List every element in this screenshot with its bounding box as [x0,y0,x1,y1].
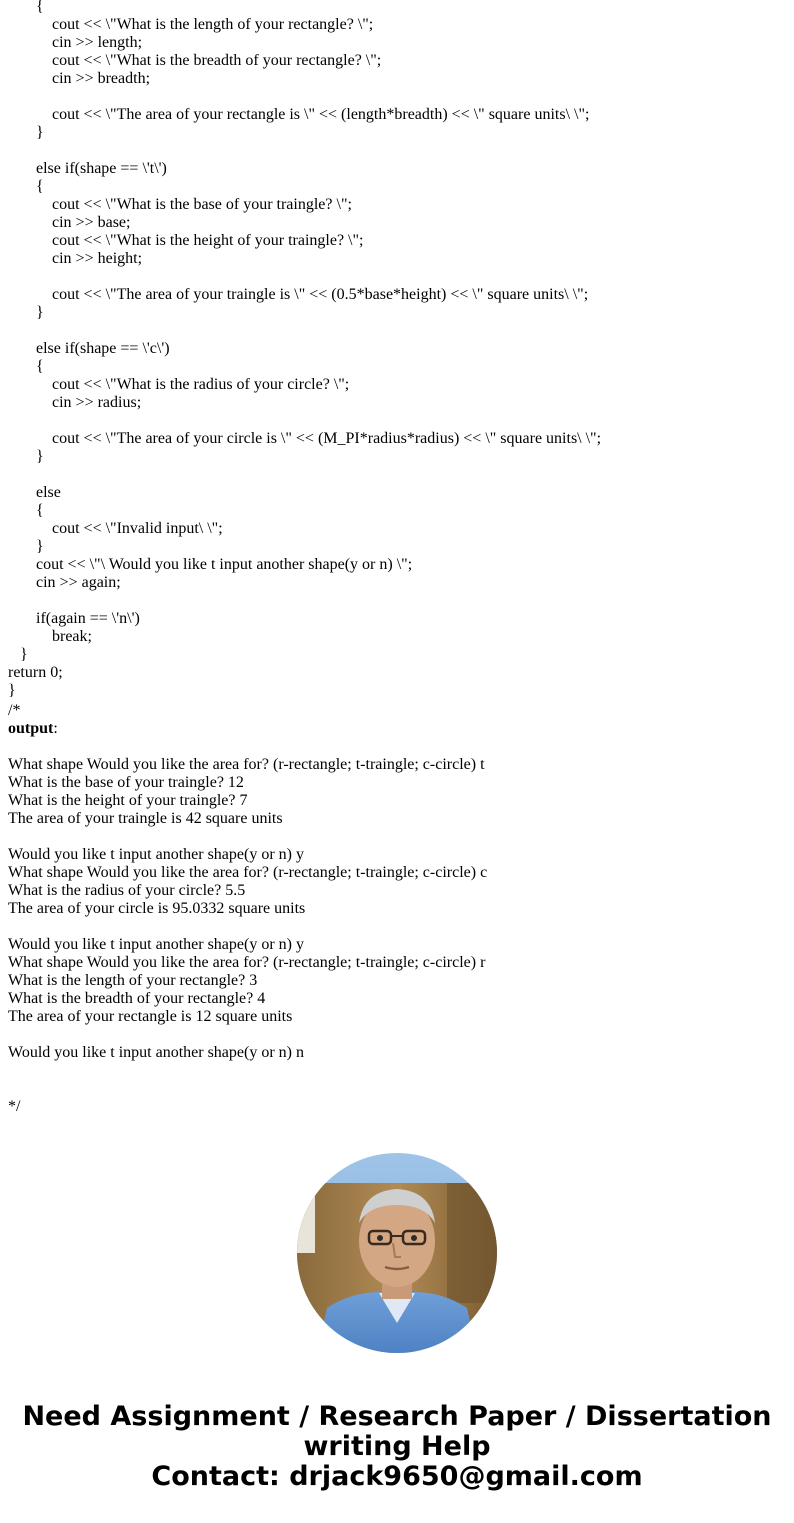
code-line: cout << \"The area of your traingle is \" << (0.5*base*height) << \" square units\ \"; [52,286,589,303]
code-line: cout << \"What is the radius of your circle? \"; [52,376,350,393]
code-line: else [36,484,61,501]
code-line: cout << \"What is the base of your traingle? \"; [52,196,352,213]
output-line [8,738,788,756]
code-line: } [20,646,28,663]
code-line: cin >> base; [52,214,131,231]
output-lines [8,738,788,1098]
output-line: What is the breadth of your rectangle? 4 [8,990,266,1007]
code-line: return 0; [8,664,63,681]
output-line [8,1080,788,1098]
code-line [8,88,788,106]
author-avatar [297,1153,497,1353]
code-line: cout << \"The area of your rectangle is \" << (length*breadth) << \" square units\ \"; [52,106,590,123]
output-line: Would you like t input another shape(y or n) y [8,846,304,863]
author-photo-icon [297,1153,497,1353]
code-line: { [36,502,44,519]
output-line: What shape Would you like the area for? (r-rectangle; t-traingle; c-circle) t [8,756,485,773]
output-label-line [8,720,788,738]
code-line: cout << \"What is the length of your rectangle? \"; [52,16,374,33]
code-line: else if(shape == \'t\') [36,160,167,177]
code-line: } [36,124,44,141]
code-line [8,142,788,160]
output-line: What is the radius of your circle? 5.5 [8,882,246,899]
output-label-suffix: : [53,720,58,737]
output-line: The area of your circle is 95.0332 square units [8,900,306,917]
output-line: What shape Would you like the area for? (r-rectangle; t-traingle; c-circle) c [8,864,488,881]
code-line: } [8,682,16,699]
code-line: } [36,448,44,465]
code-line: break; [52,628,92,645]
code-line: cout << \"What is the breadth of your rectangle? \"; [52,52,382,69]
output-line: Would you like t input another shape(y or n) y [8,936,304,953]
output-line: The area of your rectangle is 12 square units [8,1008,293,1025]
code-line [8,592,788,610]
code-line [8,322,788,340]
output-line [8,1062,788,1080]
promo-line-1: Need Assignment / Research Paper / Dissertation [22,1401,772,1432]
code-line [8,268,788,286]
code-line: } [36,304,44,321]
code-line: cin >> radius; [52,394,142,411]
output-line: What is the base of your traingle? 12 [8,774,244,791]
code-line [8,412,788,430]
code-line: cin >> length; [52,34,143,51]
promo-line-2: writing Help [303,1431,491,1462]
code-line: else if(shape == \'c\') [36,340,170,357]
code-line: { [36,358,44,375]
code-line: cin >> again; [36,574,121,591]
output-line: Would you like t input another shape(y or n) n [8,1044,304,1061]
comment-close: */ [8,1098,21,1115]
code-line: cout << \"What is the height of your traingle? \"; [52,232,364,249]
code-line: } [36,538,44,555]
output-line: The area of your traingle is 42 square units [8,810,283,827]
code-line: cin >> height; [52,250,143,267]
code-line: cout << \"The area of your circle is \" << (M_PI*radius*radius) << \" square units\ \"; [52,430,602,447]
output-line: What is the length of your rectangle? 3 [8,972,258,989]
comment-open: /* [8,702,21,719]
output-line [8,828,788,846]
promo-contact: Contact: drjack9650@gmail.com [151,1461,643,1492]
code-line: { [36,178,44,195]
output-line: What shape Would you like the area for? (r-rectangle; t-traingle; c-circle) r [8,954,486,971]
code-line: { [36,0,44,15]
output-comment-block [8,702,788,1116]
promo-banner [0,1402,794,1492]
code-line: if(again == \'n\') [36,610,140,627]
output-line: What is the height of your traingle? 7 [8,792,248,809]
code-line: cin >> breadth; [52,70,151,87]
output-label: output [8,720,54,737]
output-line [8,918,788,936]
code-line [8,466,788,484]
code-listing [8,0,788,700]
output-line [8,1026,788,1044]
code-line: cout << \"Invalid input\ \"; [52,520,223,537]
code-line: cout << \"\ Would you like t input another shape(y or n) \"; [36,556,413,573]
